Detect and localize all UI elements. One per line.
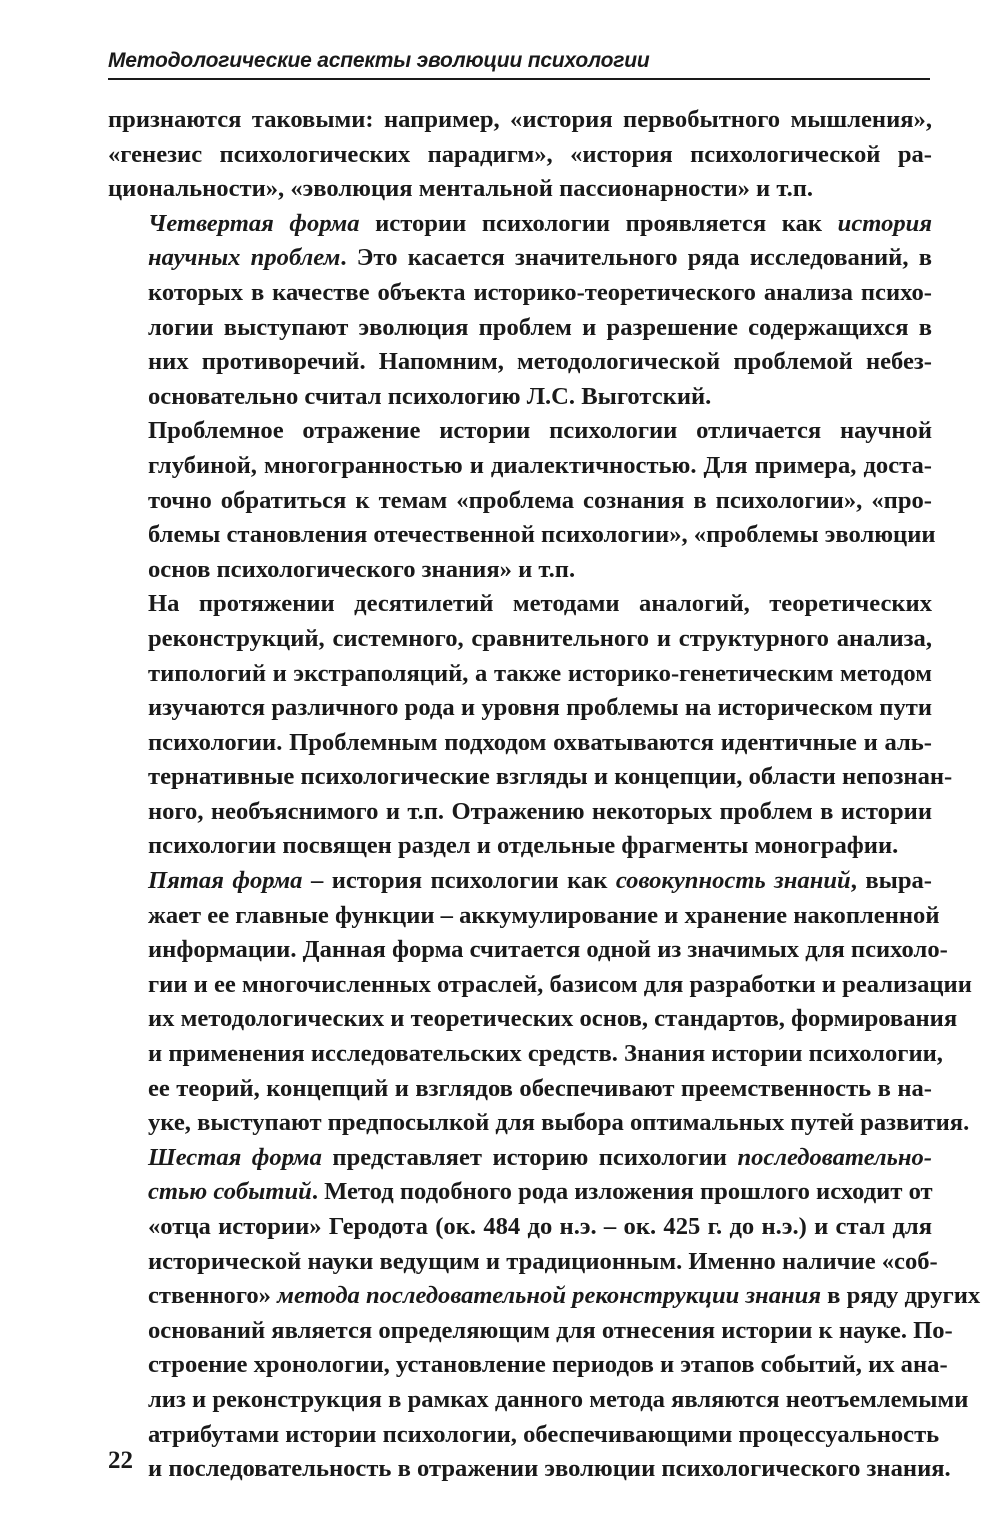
emphasized-term: Четвертая форма xyxy=(148,209,360,237)
text-run: и применения исследовательских средств. Знания истории психологии, xyxy=(148,1040,943,1068)
text-line xyxy=(108,1072,932,1107)
text-run: строение хронологии, установление периодов и этапов событий, их ана- xyxy=(148,1351,948,1379)
text-line xyxy=(108,864,932,899)
text-run: информации. Данная форма считается одной из значимых для психоло- xyxy=(148,936,948,964)
text-line xyxy=(108,933,948,968)
text-line xyxy=(108,380,932,415)
text-line xyxy=(108,518,936,553)
text-line xyxy=(108,968,972,1003)
text-run: основ психологического знания» и т.п. xyxy=(148,555,576,583)
text-run: психологии. Проблемным подходом охватываются идентичные и аль- xyxy=(148,728,932,756)
text-run: глубиной, многогранностью и диалектичностью. Для примера, доста- xyxy=(148,451,932,479)
text-line xyxy=(108,241,932,276)
text-line xyxy=(108,1037,943,1072)
text-line xyxy=(108,622,932,657)
paragraph xyxy=(108,1141,981,1487)
emphasized-term: научных проблем xyxy=(148,244,341,272)
text-line xyxy=(108,1418,940,1453)
text-run: в ряду других xyxy=(821,1282,981,1310)
text-line xyxy=(108,1245,938,1280)
text-run: точно обратиться к темам «проблема сознания в психологии», «про- xyxy=(148,486,932,514)
text-run: «отца истории» Геродота (ок. 484 до н.э. – ок. 425 г. до н.э.) и стал для xyxy=(148,1213,932,1240)
text-line xyxy=(108,899,940,934)
text-line xyxy=(108,207,932,242)
emphasized-term: совокупность знаний xyxy=(615,867,851,895)
text-line xyxy=(108,1002,958,1037)
text-line xyxy=(108,1175,932,1210)
body-text xyxy=(108,103,981,1487)
text-run: реконструкций, системного, сравнительного и структурного анализа, xyxy=(148,624,932,652)
paragraph xyxy=(108,414,936,587)
text-run: оснований является определяющим для отнесения истории к науке. По- xyxy=(148,1316,953,1344)
emphasized-term: метода последовательной реконструкции знания xyxy=(277,1282,822,1310)
text-run: , выра- xyxy=(850,867,932,895)
text-line xyxy=(108,172,932,207)
text-run: ственного» xyxy=(148,1282,278,1310)
text-run: На протяжении десятилетий методами аналогий, теоретических xyxy=(148,590,932,618)
text-line xyxy=(108,1314,953,1349)
text-run: их методологических и теоретических основ, стандартов, формирования xyxy=(148,1005,958,1033)
text-line xyxy=(108,484,932,519)
text-line xyxy=(108,345,932,380)
text-run: и последовательность в отражении эволюции психологического знания. xyxy=(148,1455,951,1483)
text-run: истории психологии проявляется как xyxy=(359,209,838,237)
text-run: Проблемное отражение истории психологии отличается научной xyxy=(148,417,932,445)
text-line xyxy=(108,414,932,449)
text-line xyxy=(108,1106,970,1141)
text-line xyxy=(108,1383,969,1418)
text-line xyxy=(108,1452,951,1487)
text-run: психологии посвящен раздел и отдельные фрагменты монографии. xyxy=(148,832,899,860)
text-line xyxy=(108,829,932,864)
text-run: атрибутами истории психологии, обеспечивающими процессуальность xyxy=(148,1420,940,1448)
text-line xyxy=(108,691,932,726)
text-line xyxy=(108,138,932,173)
text-line xyxy=(108,795,932,830)
text-run: жает ее главные функции – аккумулирование и хранение накопленной xyxy=(148,901,940,929)
text-run: тернативные психологические взгляды и концепции, области непознан- xyxy=(148,763,953,791)
paragraph xyxy=(108,207,932,415)
text-line xyxy=(108,726,932,761)
page-number: 22 xyxy=(108,1447,133,1474)
text-line xyxy=(108,1279,981,1314)
text-run: гии и ее многочисленных отраслей, базисом для разработки и реализации xyxy=(148,970,972,998)
paragraph xyxy=(108,103,932,207)
text-run: ее теорий, концепций и взглядов обеспечивают преемственность в на- xyxy=(148,1074,932,1102)
paragraph xyxy=(108,587,953,864)
emphasized-term: история xyxy=(837,209,933,237)
text-line xyxy=(108,449,932,484)
paragraph xyxy=(108,864,972,1141)
text-line xyxy=(108,1141,932,1176)
running-header xyxy=(108,48,930,80)
text-run: них противоречий. Напомним, методологической проблемой небез- xyxy=(148,348,932,376)
text-run: . Это касается значительного ряда исследований, в xyxy=(340,244,932,272)
text-line xyxy=(108,276,932,311)
text-run: уке, выступают предпосылкой для выбора оптимальных путей развития. xyxy=(148,1109,970,1137)
text-run: исторической науки ведущим и традиционным. Именно наличие «соб- xyxy=(148,1247,938,1275)
emphasized-term: Шестая форма xyxy=(148,1143,322,1171)
text-line xyxy=(108,103,932,138)
text-line xyxy=(108,657,932,692)
text-run: изучаются различного рода и уровня проблемы на историческом пути xyxy=(148,694,932,722)
text-run: «генезис психологических парадигм», «история психологической ра- xyxy=(108,140,932,168)
text-line xyxy=(108,760,953,795)
text-run: которых в качестве объекта историко-теоретического анализа психо- xyxy=(148,278,932,306)
text-run: . Метод подобного рода изложения прошлого исходит от xyxy=(311,1178,933,1206)
text-line xyxy=(108,1210,932,1245)
text-line xyxy=(108,553,932,588)
text-run: признаются таковыми: например, «история первобытного мышления», xyxy=(108,106,932,133)
text-run: лиз и реконструкция в рамках данного метода являются неотъемлемыми xyxy=(148,1385,969,1413)
text-line xyxy=(108,1348,948,1383)
text-line xyxy=(108,587,932,622)
text-run: циональности», «эволюция ментальной пассионарности» и т.п. xyxy=(108,175,814,203)
text-line xyxy=(108,311,932,346)
text-run: основательно считал психологию Л.С. Выготский. xyxy=(148,382,712,410)
text-run: представляет историю психологии xyxy=(321,1143,738,1171)
text-run: – история психологии как xyxy=(302,867,616,895)
text-run: ного, необъяснимого и т.п. Отражению некоторых проблем в истории xyxy=(148,797,932,825)
emphasized-term: стью событий xyxy=(148,1178,312,1206)
text-run: типологий и экстраполяций, а также историко-генетическим методом xyxy=(148,659,932,687)
emphasized-term: последовательно- xyxy=(737,1143,932,1171)
text-run: блемы становления отечественной психологии», «проблемы эволюции xyxy=(148,521,936,549)
emphasized-term: Пятая форма xyxy=(148,867,303,895)
running-header-title: Методологические аспекты эволюции психологии xyxy=(108,49,650,72)
text-run: логии выступают эволюция проблем и разрешение содержащихся в xyxy=(148,313,932,341)
